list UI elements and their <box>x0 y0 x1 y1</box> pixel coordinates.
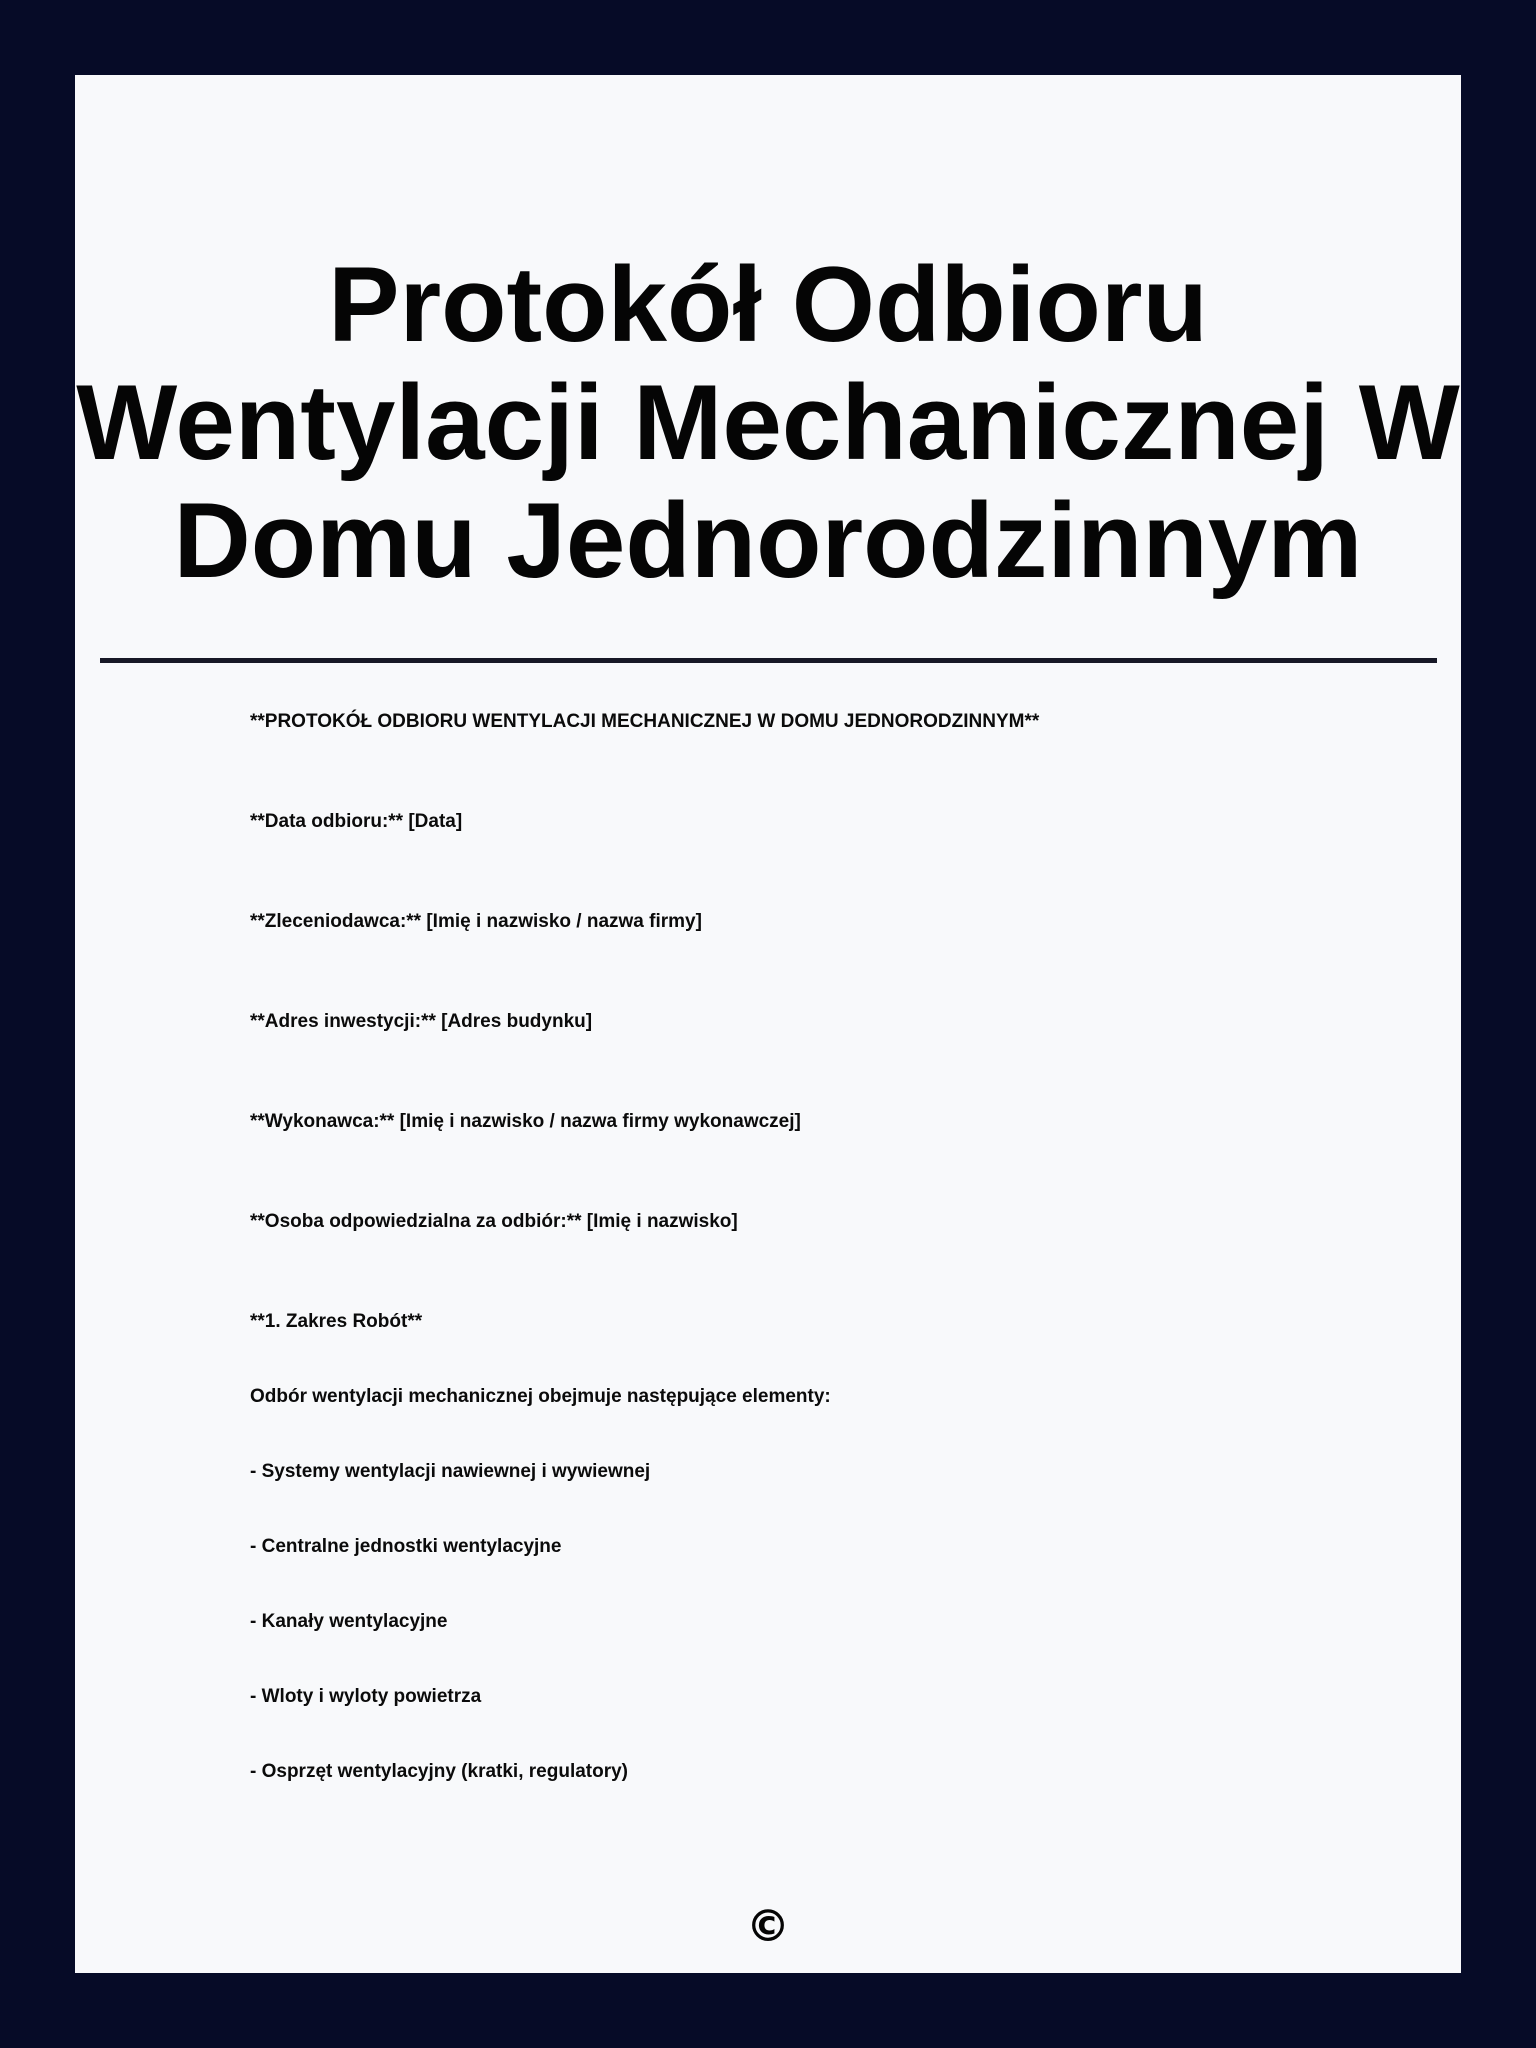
client-line: **Zleceniodawca:** [Imię i nazwisko / nazwa firmy] <box>250 911 702 932</box>
list-item: - Osprzęt wentylacyjny (kratki, regulatory) <box>250 1761 629 1782</box>
list-item: - Centralne jednostki wentylacyjne <box>250 1536 562 1557</box>
address-line: **Adres inwestycji:** [Adres budynku] <box>250 1011 593 1032</box>
contractor-line: **Wykonawca:** [Imię i nazwisko / nazwa firmy wykonawczej] <box>250 1111 801 1132</box>
responsible-person-line: **Osoba odpowiedzialna za odbiór:** [Imię i nazwisko] <box>250 1211 738 1232</box>
list-item: - Wloty i wyloty powietrza <box>250 1686 482 1707</box>
scope-intro: Odbór wentylacji mechanicznej obejmuje następujące elementy: <box>250 1386 831 1407</box>
document-title: Protokół Odbioru Wentylacji Mechanicznej W Domu Jednorodzinnym <box>76 244 1460 600</box>
list-item: - Kanały wentylacyjne <box>250 1611 448 1632</box>
document-page <box>75 75 1461 1973</box>
list-item: - Systemy wentylacji nawiewnej i wywiewnej <box>250 1461 651 1482</box>
section-heading-scope: **1. Zakres Robót** <box>250 1311 423 1332</box>
title-divider <box>100 658 1437 663</box>
copyright-icon: © <box>746 1901 790 1952</box>
protocol-heading: **PROTOKÓŁ ODBIORU WENTYLACJI MECHANICZNEJ W DOMU JEDNORODZINNYM** <box>250 711 1040 732</box>
date-line: **Data odbioru:** [Data] <box>250 811 463 832</box>
